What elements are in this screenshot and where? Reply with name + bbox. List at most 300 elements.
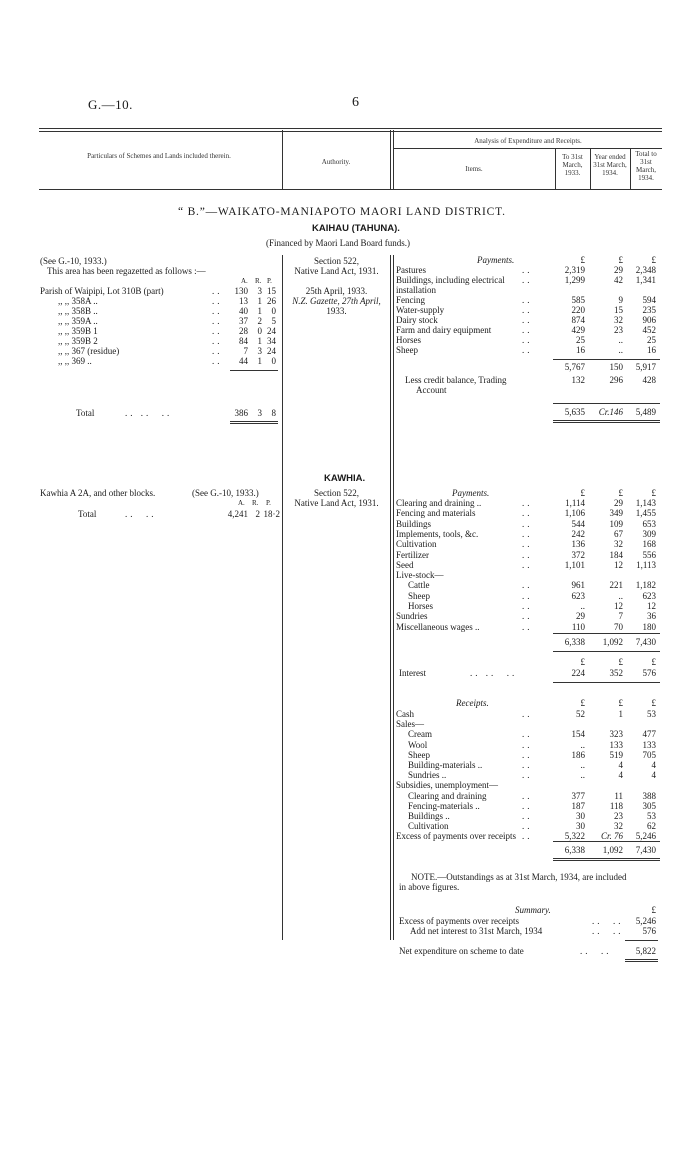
kawhia-receipt-dots: ..	[522, 749, 533, 760]
kawhia-interest-3: 576	[642, 668, 656, 678]
kawhia-summary-currency: £	[651, 905, 656, 915]
kaihau-payment-item: Water-supply	[396, 305, 445, 315]
kaihau-currency-1: £	[580, 255, 585, 265]
kawhia-receipt-value-1933: 186	[571, 749, 585, 760]
kaihau-lot-name: ,, ,, 359B 1	[58, 326, 98, 336]
body-divider-2	[390, 255, 391, 940]
kawhia-payment-value-1934: 221	[609, 580, 623, 591]
kawhia-receipt-dots: ..	[522, 760, 533, 770]
header-divider-5	[630, 148, 631, 189]
kawhia-payment-item: Sundries	[396, 611, 428, 622]
kaihau-payment-dots: ..	[522, 275, 533, 285]
kawhia-payment-value-1933: 110	[571, 621, 585, 632]
kaihau-lot-name: ,, ,, 358B ..	[58, 306, 98, 316]
kaihau-payment-value-1934: ..	[618, 335, 623, 345]
kawhia-receipt-value-1933: 377	[571, 790, 585, 801]
kawhia-receipts-total-3: 7,430	[635, 845, 656, 855]
kaihau-auth-4: N.Z. Gazette, 27th April,	[292, 296, 381, 306]
kaihau-payment-value-total: 906	[642, 315, 656, 325]
kawhia-payment-value-1934: 184	[609, 549, 623, 560]
kaihau-payment-value-1934: 23	[614, 325, 623, 335]
kawhia-payments-double-rule	[553, 651, 660, 652]
kawhia-net-label: Net expenditure on scheme to date	[399, 946, 524, 956]
kawhia-note-line-2: in above figures.	[399, 882, 460, 892]
kaihau-payment-value-1933: 16	[576, 345, 585, 355]
kaihau-lot-dots: ..	[212, 356, 223, 366]
header-authority: Authority.	[321, 158, 351, 166]
kaihau-less-label-2: Account	[416, 385, 447, 395]
kawhia-receipts-double-rule	[553, 858, 660, 859]
kawhia-payment-dots: ..	[522, 528, 533, 539]
kaihau-payment-item: Sheep	[396, 345, 418, 355]
kaihau-net-1: 5,635	[564, 407, 585, 417]
kawhia-payment-item: Implements, tools, &c.	[396, 528, 479, 539]
kawhia-net-value: 5,822	[635, 946, 656, 956]
kawhia-receipts-currency-2: £	[618, 698, 623, 708]
kawhia-receipt-value-1933: 30	[576, 811, 585, 821]
kawhia-receipts-rule	[553, 841, 660, 842]
header-particulars: Particulars of Schemes and Lands included therein.	[87, 152, 231, 160]
kaihau-payment-value-1933: 25	[576, 335, 585, 345]
kawhia-receipt-value-total: 4	[651, 770, 656, 781]
kaihau-financed: (Financed by Maori Land Board funds.)	[266, 238, 410, 248]
kawhia-receipt-value-1933: ..	[580, 760, 585, 770]
kaihau-lot-name: ,, ,, 367 (residue)	[58, 346, 120, 356]
kawhia-payment-value-total: 623	[642, 590, 656, 601]
kawhia-interest-currency-1: £	[580, 657, 585, 667]
kawhia-payments-title: Payments.	[452, 488, 490, 498]
kawhia-payment-value-1933: 1,101	[564, 559, 585, 570]
kawhia-receipt-value-total: 62	[647, 821, 656, 832]
header-items: Items.	[465, 165, 483, 173]
page-reference: G.—10.	[88, 97, 133, 112]
kawhia-interest-1: 224	[571, 668, 585, 678]
header-col-1934: Year ended 31st March, 1934.	[593, 153, 627, 178]
header-divider-1	[282, 130, 283, 189]
kaihau-payment-value-1933: 429	[571, 325, 585, 335]
kawhia-summary-item-2: Add net interest to 31st March, 1934	[410, 926, 543, 936]
kawhia-receipts-currency-1: £	[580, 698, 585, 708]
header-col-1933: To 31st March, 1933.	[562, 153, 583, 178]
kaihau-lot-roods: 1	[257, 336, 262, 346]
kawhia-payment-dots: ..	[522, 539, 533, 550]
kawhia-receipt-value-1933: ..	[580, 739, 585, 750]
page-number: 6	[352, 95, 359, 110]
kaihau-payment-value-total: 452	[642, 325, 656, 335]
kawhia-receipt-value-1934: 519	[609, 749, 623, 760]
kawhia-payment-dots: ..	[522, 601, 533, 611]
kaihau-payment-value-1934: 9	[618, 295, 623, 305]
kawhia-receipts-currency-3: £	[651, 698, 656, 708]
kaihau-total-p: 8	[271, 408, 276, 418]
kawhia-receipt-dots: ..	[522, 770, 533, 781]
kawhia-title: KAWHIA.	[324, 473, 366, 484]
kaihau-lot-acres: 7	[243, 346, 248, 356]
kawhia-receipt-item: Wool	[408, 739, 428, 750]
kawhia-receipt-value-total: 53	[647, 811, 656, 821]
kaihau-regazetted: This area has been regazetted as follows :—	[47, 266, 206, 276]
kawhia-receipts-title: Receipts.	[456, 698, 489, 708]
kaihau-payment-value-total: 1,341	[635, 275, 656, 285]
kaihau-lot-acres: 40	[239, 306, 248, 316]
kawhia-payment-value-total: 653	[642, 518, 656, 529]
kaihau-lot-dots: ..	[212, 286, 223, 296]
kaihau-currency-2: £	[618, 255, 623, 265]
kawhia-receipt-value-1934: 32	[614, 821, 623, 832]
kawhia-receipt-item: Clearing and draining	[408, 790, 487, 801]
kaihau-lot-dots: ..	[212, 336, 223, 346]
kaihau-currency-3: £	[651, 255, 656, 265]
kaihau-payment-value-total: 16	[647, 345, 656, 355]
kaihau-lot-perches: 15	[267, 286, 276, 296]
kaihau-payment-dots: ..	[522, 295, 533, 305]
kaihau-total-dots: .. .. ..	[125, 408, 173, 418]
kaihau-payment-item: Farm and dairy equipment	[396, 325, 492, 335]
kawhia-receipt-dots: ..	[522, 821, 533, 832]
kawhia-arp-a: A.	[238, 499, 245, 507]
kaihau-lot-name: Parish of Waipipi, Lot 310B (part)	[40, 286, 164, 296]
kawhia-summary-dots-1: .. ..	[592, 916, 624, 926]
kawhia-land: Kawhia A 2A, and other blocks.	[40, 488, 156, 498]
kaihau-payment-value-1934: 32	[614, 315, 623, 325]
kaihau-auth-5: 1933.	[326, 306, 347, 316]
kaihau-arp-p: P.	[267, 277, 272, 285]
kaihau-lot-acres: 28	[239, 326, 248, 336]
kawhia-receipt-value-1934: 4	[618, 760, 623, 770]
kawhia-payment-value-total: 309	[642, 528, 656, 539]
kawhia-payment-dots: ..	[522, 590, 533, 601]
kawhia-payment-value-1933: 29	[576, 611, 585, 622]
kawhia-receipt-value-total: 53	[647, 709, 656, 719]
kawhia-payment-dots: ..	[522, 549, 533, 560]
kawhia-receipt-item: Cultivation	[408, 821, 449, 832]
kawhia-payment-dots: ..	[522, 498, 533, 508]
kaihau-payment-dots: ..	[522, 315, 533, 325]
kaihau-lot-name: ,, ,, 358A ..	[58, 296, 98, 306]
kawhia-interest-currency-2: £	[618, 657, 623, 667]
kawhia-receipts-total-1: 6,338	[564, 845, 585, 855]
kawhia-summary-rule	[625, 940, 658, 941]
kaihau-lot-dots: ..	[212, 346, 223, 356]
kawhia-arp-p: P.	[266, 499, 271, 507]
kaihau-payment-value-total: 25	[647, 335, 656, 345]
kawhia-payment-value-1934: 67	[614, 528, 623, 539]
kaihau-auth-2: Native Land Act, 1931.	[294, 266, 379, 276]
kaihau-lot-name: ,, ,, 369 ..	[58, 356, 92, 366]
kaihau-arp-a: A.	[241, 277, 248, 285]
kaihau-less-1: 132	[571, 375, 585, 385]
kaihau-payment-dots: ..	[522, 305, 533, 315]
kawhia-receipt-value-1933: 187	[571, 800, 585, 811]
kaihau-lot-acres: 130	[234, 286, 248, 296]
kawhia-receipt-value-total: 477	[642, 729, 656, 740]
kawhia-payment-item: Live-stock—	[396, 570, 444, 581]
kawhia-payment-value-1934: 70	[614, 621, 623, 632]
kawhia-payment-dots: ..	[522, 518, 533, 529]
kawhia-receipt-value-1934: 133	[609, 739, 623, 750]
kaihau-arp-r: R.	[255, 277, 262, 285]
kawhia-payment-item: Miscellaneous wages ..	[396, 621, 480, 632]
kawhia-payments-rule	[553, 633, 660, 634]
kaihau-payment-item: Pastures	[396, 265, 426, 275]
kaihau-subtotal-rule	[553, 359, 660, 360]
kawhia-auth-1: Section 522,	[314, 488, 359, 498]
kawhia-receipt-dots: ..	[522, 811, 533, 821]
kaihau-payment-value-total: 594	[642, 295, 656, 305]
kaihau-lot-perches: 5	[271, 316, 276, 326]
kawhia-currency-2: £	[618, 488, 623, 498]
kawhia-receipt-value-total: 5,246	[635, 831, 656, 842]
kawhia-receipt-value-1934: 23	[614, 811, 623, 821]
kaihau-lot-perches: 0	[271, 356, 276, 366]
kawhia-payment-value-total: 556	[642, 549, 656, 560]
kawhia-receipt-item: Cream	[408, 729, 432, 740]
kaihau-payment-value-1933: 220	[571, 305, 585, 315]
kaihau-payments-title: Payments.	[477, 255, 515, 265]
kawhia-payment-item: Cultivation	[396, 539, 437, 550]
kawhia-payments-total-1: 6,338	[564, 637, 585, 647]
kawhia-receipt-value-total: 705	[642, 749, 656, 760]
kawhia-receipts-total-2: 1,092	[602, 845, 623, 855]
kawhia-currency-1: £	[580, 488, 585, 498]
kaihau-lot-acres: 44	[239, 356, 248, 366]
kawhia-total-dots: .. ..	[125, 509, 157, 519]
kawhia-payment-value-1934: ..	[618, 590, 623, 601]
kaihau-net-2: Cr.146	[598, 407, 623, 417]
kawhia-receipt-item: Buildings ..	[408, 811, 450, 821]
kawhia-receipt-value-total: 133	[642, 739, 656, 750]
kawhia-payment-value-total: 1,143	[635, 498, 656, 508]
kawhia-payment-value-1933: 1,106	[564, 508, 585, 519]
kaihau-payment-value-total: 235	[642, 305, 656, 315]
kawhia-payment-value-1934: 12	[614, 559, 623, 570]
kaihau-less-3: 428	[642, 375, 656, 385]
kaihau-total-a: 386	[234, 408, 248, 418]
kaihau-lot-dots: ..	[212, 316, 223, 326]
kaihau-lot-acres: 84	[239, 336, 248, 346]
kawhia-receipt-value-total: 4	[651, 760, 656, 770]
kawhia-interest-rule	[553, 682, 660, 683]
kawhia-payment-value-1933: 136	[571, 539, 585, 550]
kawhia-total-r: 2	[255, 509, 260, 519]
header-top-rule	[39, 128, 662, 129]
kaihau-payment-item: Horses	[396, 335, 421, 345]
kawhia-receipt-item: Sheep	[408, 749, 430, 760]
analysis-rule	[393, 148, 662, 149]
kawhia-arp-r: R.	[252, 499, 259, 507]
kaihau-less-label: Less credit balance, Trading	[405, 375, 507, 385]
kawhia-payment-value-total: 1,182	[635, 580, 656, 591]
header-divider-2	[390, 130, 391, 189]
kawhia-payments-total-2: 1,092	[602, 637, 623, 647]
kaihau-payment-item: Dairy stock	[396, 315, 438, 325]
kaihau-auth-1: Section 522,	[314, 256, 359, 266]
kawhia-payment-dots: ..	[522, 621, 533, 632]
kaihau-payment-value-1934: 15	[614, 305, 623, 315]
kaihau-lot-perches: 24	[267, 326, 276, 336]
kaihau-payment-item: Buildings, including electrical	[396, 275, 505, 285]
kawhia-receipt-item: Sundries ..	[408, 770, 447, 781]
kaihau-subtotal-3: 5,917	[635, 362, 656, 372]
kawhia-payment-item: Cattle	[408, 580, 430, 591]
kawhia-payment-value-1933: 1,114	[565, 498, 585, 508]
kawhia-total-a: 4,241	[227, 509, 248, 519]
kaihau-net-double-rule	[553, 420, 660, 421]
kawhia-summary-value-2: 576	[642, 926, 656, 936]
kaihau-lot-acres: 37	[239, 316, 248, 326]
kawhia-receipt-value-1934: 1	[618, 709, 623, 719]
kaihau-payment-dots: ..	[522, 335, 533, 345]
kawhia-payment-item: Horses	[408, 601, 433, 611]
header-analysis: Analysis of Expenditure and Receipts.	[474, 137, 582, 145]
kaihau-payment-value-1933: 874	[571, 315, 585, 325]
kawhia-summary-item-1: Excess of payments over receipts	[399, 916, 519, 926]
kaihau-total-double-rule	[230, 421, 278, 422]
kaihau-payment-item: Fencing	[396, 295, 425, 305]
kawhia-receipt-item: Sales—	[396, 719, 424, 730]
kawhia-interest-currency-3: £	[651, 657, 656, 667]
kaihau-lot-roods: 2	[257, 316, 262, 326]
kawhia-payment-dots: ..	[522, 611, 533, 622]
kawhia-payment-dots: ..	[522, 559, 533, 570]
kawhia-payment-value-1934: 7	[618, 611, 623, 622]
kawhia-receipt-value-1933: 5,322	[564, 831, 585, 842]
kawhia-see: (See G.-10, 1933.)	[192, 488, 259, 498]
kaihau-lot-name: ,, ,, 359A ..	[58, 316, 98, 326]
kaihau-payment-item: installation	[396, 285, 436, 295]
kawhia-receipt-value-total: 305	[642, 800, 656, 811]
kawhia-receipt-value-1933: ..	[580, 770, 585, 781]
kaihau-title: KAIHAU (TAHUNA).	[312, 223, 400, 234]
kaihau-lot-dots: ..	[212, 296, 223, 306]
kawhia-receipt-item: Cash	[396, 709, 414, 719]
kawhia-receipt-value-1933: 52	[576, 709, 585, 719]
body-divider-2b	[393, 255, 394, 940]
kaihau-payment-dots: ..	[522, 345, 533, 355]
kaihau-lot-perches: 0	[271, 306, 276, 316]
kaihau-total-rule	[230, 370, 278, 371]
kawhia-payment-value-1933: ..	[580, 601, 585, 611]
kawhia-payment-value-1933: 961	[571, 580, 585, 591]
kaihau-payment-value-1934: 29	[614, 265, 623, 275]
kaihau-payment-dots: ..	[522, 265, 533, 275]
kawhia-receipt-dots: ..	[522, 709, 533, 719]
kawhia-receipt-item: Building-materials ..	[408, 760, 483, 770]
kawhia-payment-value-1934: 32	[614, 539, 623, 550]
kawhia-interest-dots: .. .. ..	[470, 668, 518, 678]
kaihau-see: (See G.-10, 1933.)	[40, 256, 107, 266]
kawhia-net-double-rule-2	[625, 961, 658, 962]
header-bottom-rule	[39, 189, 662, 190]
kawhia-interest-2: 352	[609, 668, 623, 678]
kawhia-payment-value-1934: 349	[609, 508, 623, 519]
kaihau-net-rule	[553, 403, 660, 404]
kaihau-subtotal-2: 150	[609, 362, 623, 372]
kawhia-receipt-value-1934: 11	[614, 790, 623, 801]
kawhia-payment-item: Clearing and draining ..	[396, 498, 482, 508]
kawhia-receipt-value-1934: Cr. 76	[600, 831, 623, 842]
kawhia-summary-title: Summary.	[515, 905, 551, 915]
kawhia-receipt-dots: ..	[522, 800, 533, 811]
kawhia-payment-value-1934: 29	[614, 498, 623, 508]
kawhia-receipt-dots: ..	[522, 831, 533, 842]
kaihau-payment-value-1934: ..	[618, 345, 623, 355]
kawhia-total-label: Total	[78, 509, 97, 519]
kaihau-total-label: Total	[76, 408, 95, 418]
kawhia-receipt-value-total: 388	[642, 790, 656, 801]
kaihau-payment-value-1934: 42	[614, 275, 623, 285]
kaihau-lot-perches: 26	[267, 296, 276, 306]
kawhia-receipt-item: Excess of payments over receipts	[396, 831, 516, 842]
kaihau-lot-roods: 1	[257, 356, 262, 366]
kaihau-subtotal-1: 5,767	[564, 362, 585, 372]
kawhia-payment-value-total: 1,455	[635, 508, 656, 519]
kawhia-total-p: 18·2	[263, 509, 280, 519]
kawhia-receipt-dots: ..	[522, 729, 533, 740]
kawhia-payment-value-1933: 372	[571, 549, 585, 560]
district-title: “ B.”—WAIKATO-MANIAPOTO MAORI LAND DISTRICT.	[178, 206, 506, 218]
kaihau-lot-roods: 1	[257, 306, 262, 316]
kawhia-summary-dots-2: .. ..	[592, 926, 624, 936]
kawhia-payment-value-total: 12	[647, 601, 656, 611]
kaihau-total-double-rule-2	[230, 423, 278, 424]
kaihau-payment-value-1933: 585	[571, 295, 585, 305]
kaihau-lot-roods: 1	[257, 296, 262, 306]
kaihau-lot-name: ,, ,, 359B 2	[58, 336, 98, 346]
kaihau-lot-dots: ..	[212, 306, 223, 316]
kawhia-interest-label: Interest	[399, 668, 426, 678]
kawhia-summary-value-1: 5,246	[635, 916, 656, 926]
kawhia-receipt-value-1934: 4	[618, 770, 623, 781]
header-col-total: Total to 31st March, 1934.	[635, 150, 657, 183]
header-top-rule-2	[39, 131, 662, 132]
kawhia-payment-value-1933: 623	[571, 590, 585, 601]
kaihau-payment-value-1933: 1,299	[564, 275, 585, 285]
kawhia-receipt-item: Fencing-materials ..	[408, 800, 480, 811]
kawhia-receipt-dots: ..	[522, 790, 533, 801]
kawhia-auth-2: Native Land Act, 1931.	[294, 498, 379, 508]
kaihau-payment-value-total: 2,348	[635, 265, 656, 275]
kawhia-payment-value-1933: 544	[571, 518, 585, 529]
kawhia-receipt-item: Subsidies, unemployment—	[396, 780, 498, 791]
kawhia-payment-dots: ..	[522, 508, 533, 519]
kaihau-lot-perches: 24	[267, 346, 276, 356]
kawhia-currency-3: £	[651, 488, 656, 498]
kawhia-payments-total-3: 7,430	[635, 637, 656, 647]
kaihau-lot-acres: 13	[239, 296, 248, 306]
kaihau-lot-roods: 3	[257, 346, 262, 356]
kawhia-receipt-value-1933: 30	[576, 821, 585, 832]
kaihau-less-2: 296	[609, 375, 623, 385]
kaihau-lot-perches: 34	[267, 336, 276, 346]
kawhia-net-double-rule	[625, 959, 658, 960]
kaihau-payment-value-1933: 2,319	[564, 265, 585, 275]
kawhia-payment-value-total: 180	[642, 621, 656, 632]
kawhia-payment-item: Buildings	[396, 518, 432, 529]
kawhia-payment-value-total: 1,113	[636, 559, 656, 570]
kawhia-payment-item: Fencing and materials	[396, 508, 476, 519]
kaihau-auth-3: 25th April, 1933.	[305, 286, 368, 296]
kawhia-receipt-value-1934: 323	[609, 729, 623, 740]
kawhia-payment-item: Seed	[396, 559, 414, 570]
kaihau-net-double-rule-2	[553, 422, 660, 423]
kawhia-payment-item: Fertilizer	[396, 549, 429, 560]
kawhia-payment-value-1933: 242	[571, 528, 585, 539]
kaihau-lot-roods: 0	[257, 326, 262, 336]
kaihau-payment-dots: ..	[522, 325, 533, 335]
kawhia-receipt-value-1933: 154	[571, 729, 585, 740]
kaihau-net-3: 5,489	[635, 407, 656, 417]
